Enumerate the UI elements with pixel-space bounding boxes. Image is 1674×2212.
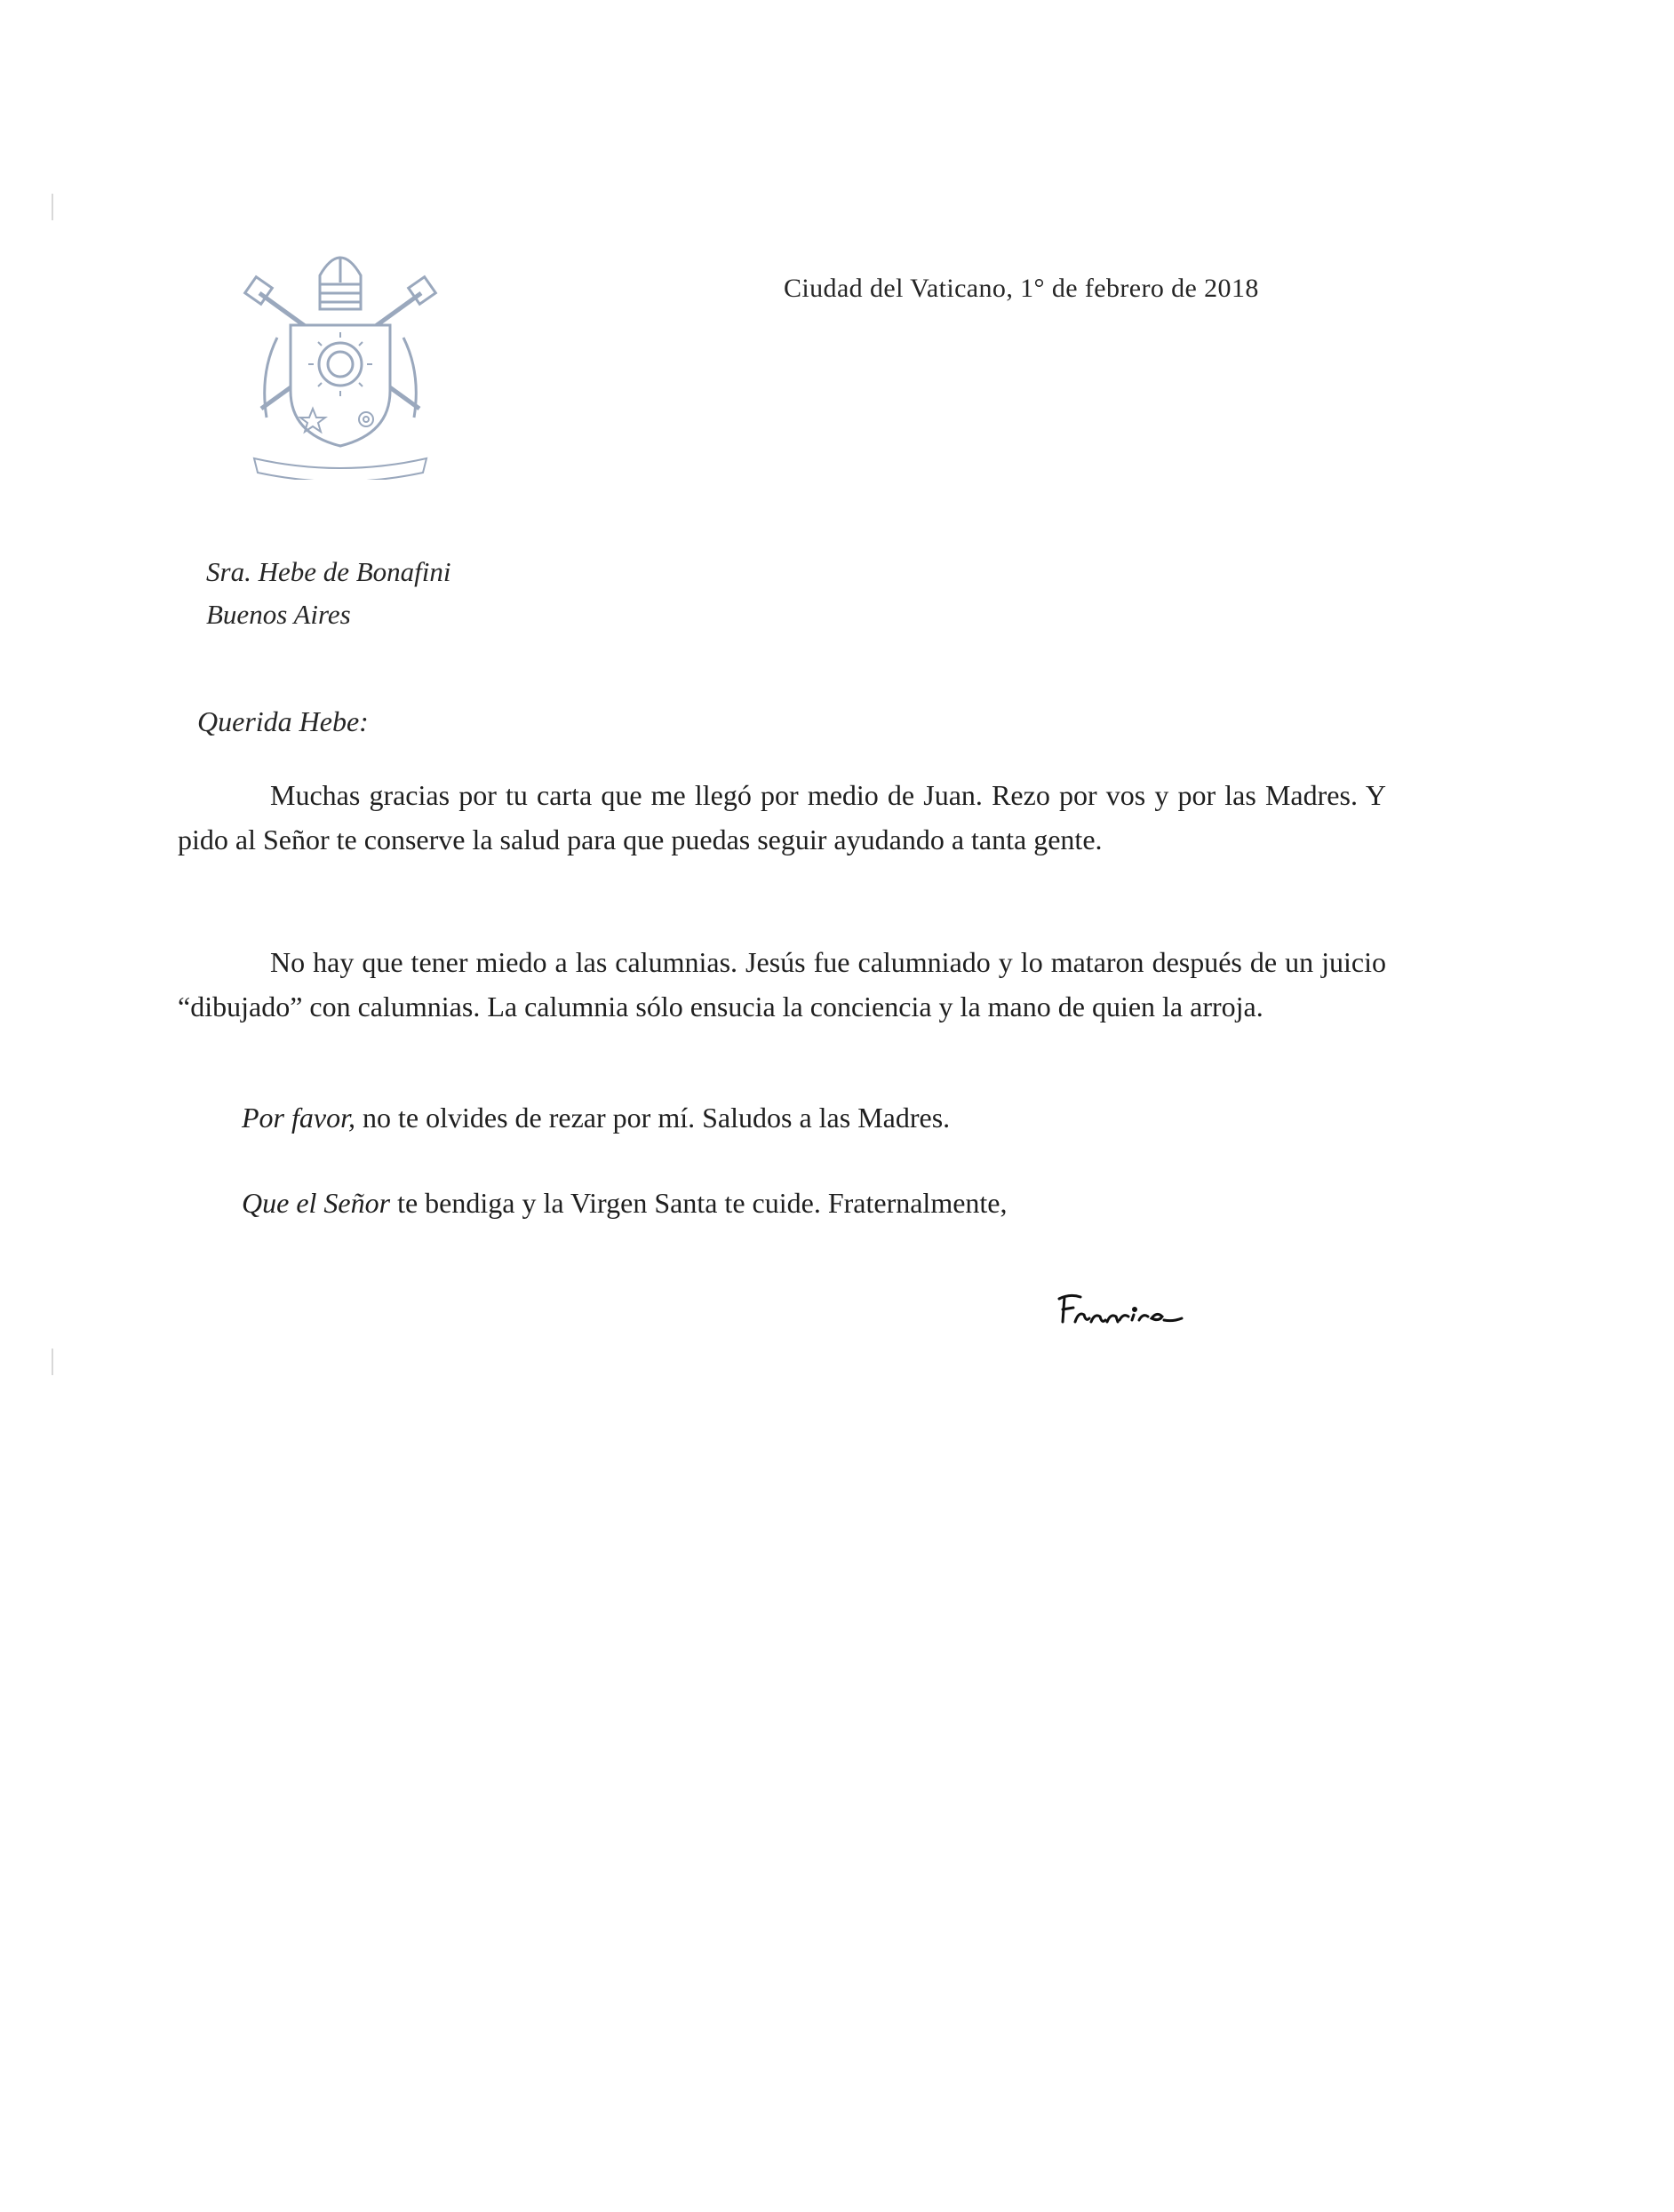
closing-rest: te bendiga y la Virgen Santa te cuide. Fraternalmente, xyxy=(390,1187,1008,1219)
scan-edge-mark-bottom xyxy=(52,1349,53,1375)
paragraph-3-rest: no te olvides de rezar por mí. Saludos a las Madres. xyxy=(355,1102,951,1134)
body-paragraph-1: Muchas gracias por tu carta que me llegó por medio de Juan. Rezo por vos y por las Madres. Y pido al Señor te conserve la salud para que puedas seguir ayudando a tanta gente. xyxy=(178,779,1386,855)
recipient-block xyxy=(206,551,451,636)
date-line: Ciudad del Vaticano, 1° de febrero de 2018 xyxy=(784,274,1259,303)
papal-coat-of-arms-icon xyxy=(242,240,439,480)
body-paragraph-3 xyxy=(242,1102,950,1134)
scan-edge-mark-top xyxy=(52,194,53,220)
handwritten-signature-icon xyxy=(1054,1286,1187,1336)
closing-line xyxy=(242,1187,1008,1220)
closing-italic: Que el Señor xyxy=(242,1187,391,1219)
paragraph-3-italic: Por favor, xyxy=(242,1102,355,1134)
salutation: Querida Hebe: xyxy=(197,705,369,737)
recipient-city: Buenos Aires xyxy=(206,599,351,630)
recipient-name: Sra. Hebe de Bonafini xyxy=(206,556,451,587)
body-paragraph-2: No hay que tener miedo a las calumnias. Jesús fue calumniado y lo mataron después de un juicio “dibujado” con calumnias. La calumnia sólo ensucia la conciencia y la mano de quien la arroja. xyxy=(178,946,1386,1022)
